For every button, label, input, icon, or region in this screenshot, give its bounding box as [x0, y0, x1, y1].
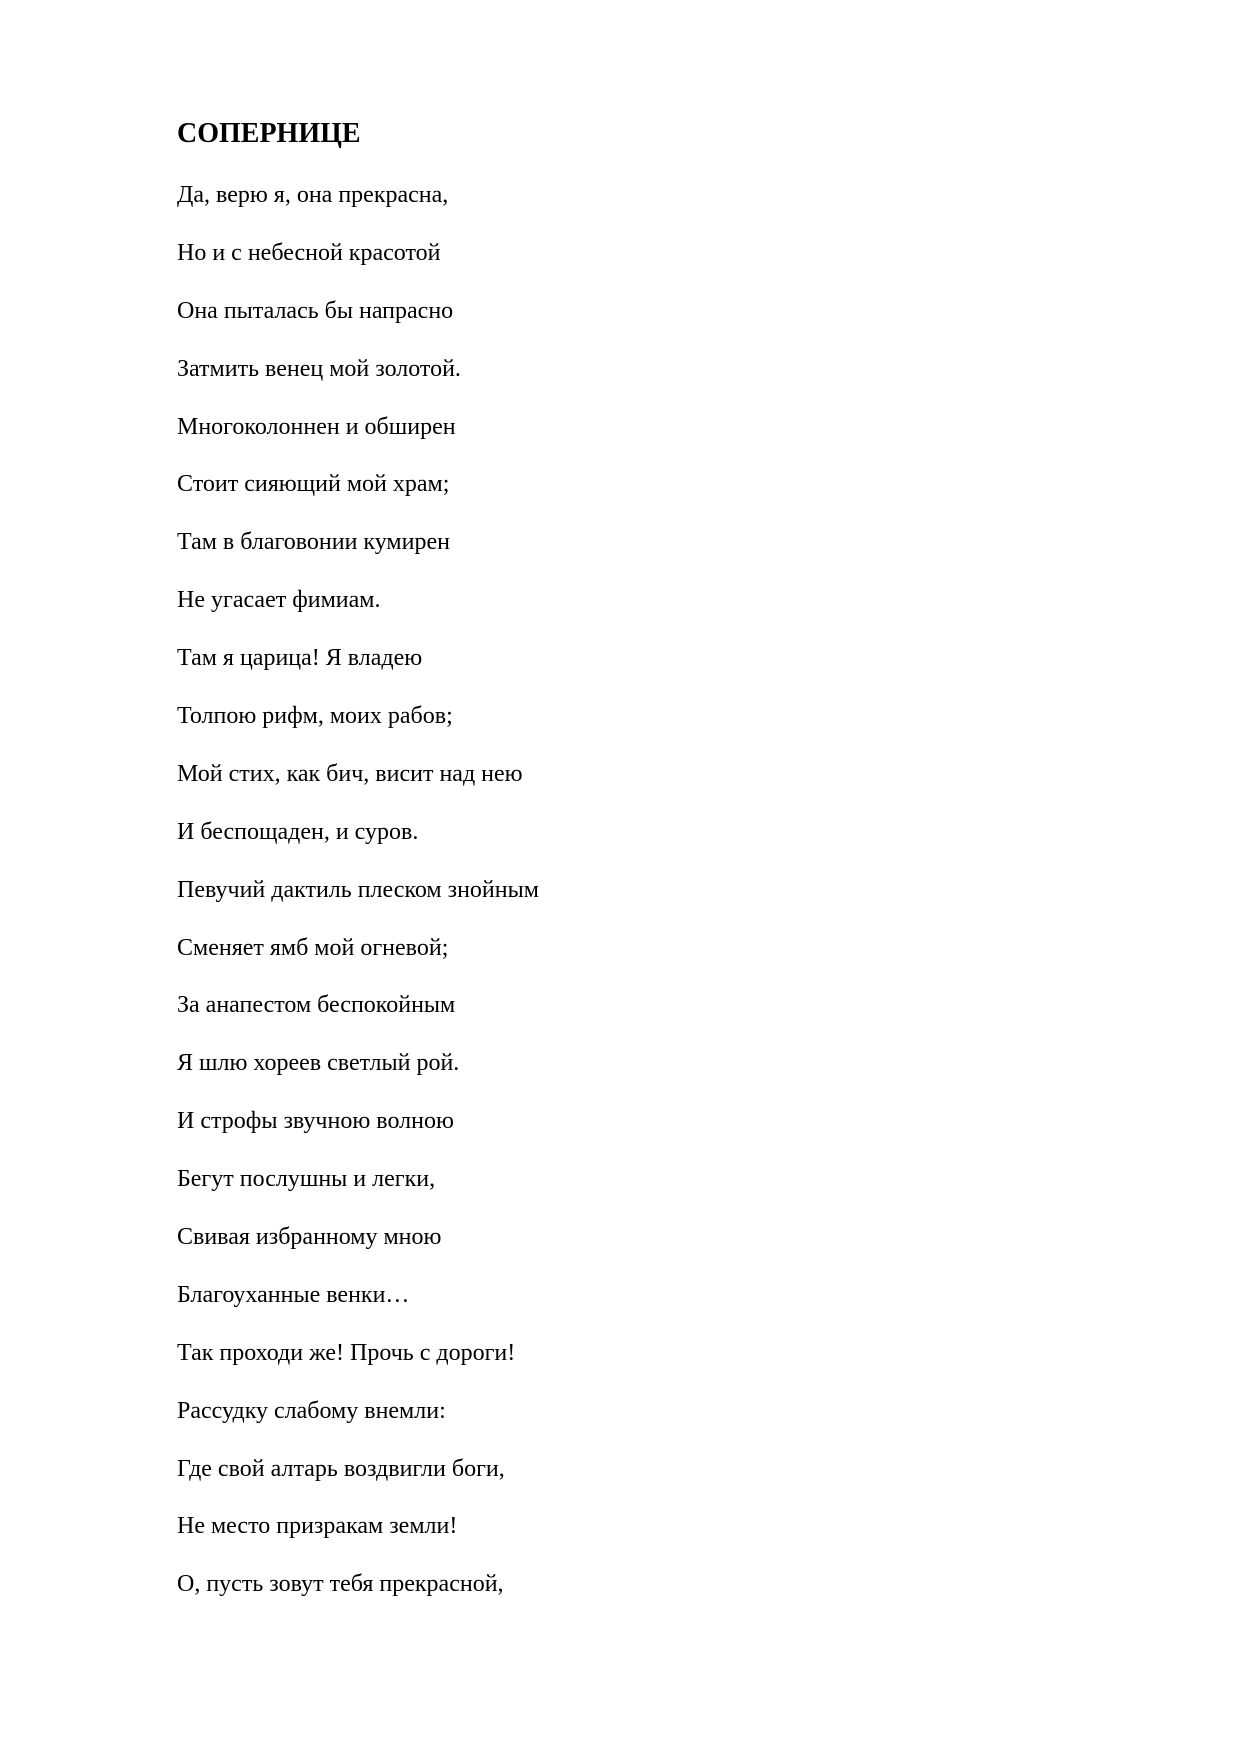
poem-line: О, пусть зовут тебя прекрасной, — [177, 1571, 504, 1598]
poem-line: Многоколоннен и обширен — [177, 413, 456, 440]
poem-line: Мой стих, как бич, висит над нею — [177, 760, 523, 787]
poem-line: Толпою рифм, моих рабов; — [177, 703, 453, 730]
poem-line: Она пыталась бы напрасно — [177, 297, 454, 324]
poem-line: Бегут послушны и легки, — [177, 1166, 436, 1193]
poem-line: Так проходи же! Прочь с дороги! — [177, 1339, 516, 1366]
poem-line: И беспощаден, и суров. — [177, 818, 419, 845]
poem-line: Не угасает фимиам. — [177, 587, 381, 614]
poem-line: Затмить венец мой золотой. — [177, 355, 461, 382]
poem-line: Свивая избранному мною — [177, 1224, 442, 1251]
poem-line: Я шлю хореев светлый рой. — [177, 1050, 460, 1077]
poem-title: СОПЕРНИЦЕ — [177, 118, 361, 149]
poem-line: Певучий дактиль плеском знойным — [177, 876, 539, 903]
poem-line: И строфы звучною волною — [177, 1108, 454, 1135]
poem-line: Благоуханные венки… — [177, 1281, 410, 1308]
poem-line: Там я царица! Я владею — [177, 645, 423, 672]
poem-line: Да, верю я, она прекрасна, — [177, 182, 449, 208]
poem-line: За анапестом беспокойным — [177, 992, 456, 1019]
poem-line: Там в благовонии кумирен — [177, 529, 450, 556]
poem-body — [177, 175, 539, 1622]
poem-line: Сменяет ямб мой огневой; — [177, 934, 449, 961]
poem-line: Но и с небесной красотой — [177, 239, 441, 266]
poem-line: Где свой алтарь воздвигли боги, — [177, 1455, 505, 1482]
poem-line: Стоит сияющий мой храм; — [177, 471, 450, 498]
poem-line: Рассудку слабому внемли: — [177, 1397, 446, 1424]
poem-line: Не место призракам земли! — [177, 1513, 458, 1540]
